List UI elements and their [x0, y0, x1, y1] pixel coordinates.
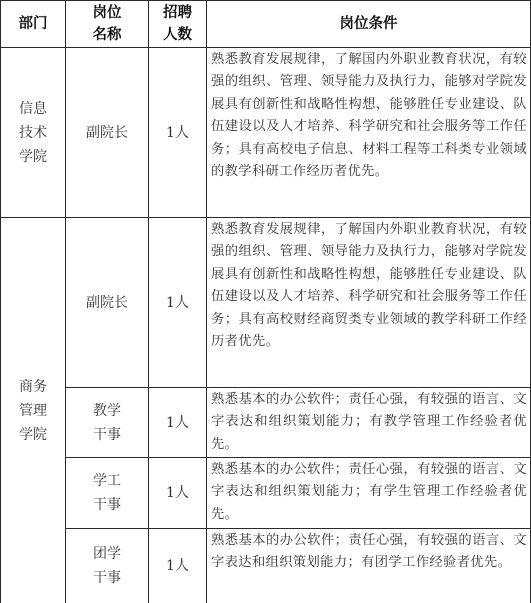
- department-name-line: 学院: [19, 426, 47, 443]
- department-name-line: 信息: [19, 100, 47, 117]
- header-conditions-text: 岗位条件: [339, 15, 398, 32]
- header-count-line: 招聘: [163, 4, 192, 21]
- header-conditions: [207, 1, 530, 47]
- position-name-line: 干事: [93, 570, 121, 586]
- recruit-count: 1人: [166, 124, 189, 141]
- row-5-count: [149, 529, 206, 603]
- row-2-conditions: 熟悉教育发展规律，了解国内外职业教育状况，有较强的组织、管理、领导能力及执行力，能够对学院发展具有创新性和战略性构想，能够胜任专业建设、队伍建设以及人才培养、科学研究和社会服务等工作任务；具有高校财经商贸类专业领域的教学科研工作经历者优先。: [211, 222, 527, 350]
- row-2-position: [66, 218, 148, 387]
- row-2-count: [149, 218, 206, 387]
- recruit-count: 1人: [166, 414, 189, 431]
- row-4-count: [149, 458, 206, 528]
- header-position: [66, 1, 148, 47]
- department-business: [1, 218, 65, 603]
- header-count-line: 人数: [163, 26, 192, 43]
- position-name-line: 学工: [93, 473, 121, 489]
- department-name-line: 商务: [19, 378, 47, 395]
- department-info-tech: [1, 48, 65, 217]
- row-5-position: [66, 529, 148, 603]
- header-department-text: 部门: [18, 15, 48, 32]
- position-name-line: 团学: [93, 546, 121, 562]
- position-name-line: 教学: [93, 402, 121, 419]
- position-name-line: 干事: [93, 426, 121, 443]
- row-1-count: [149, 48, 206, 217]
- row-1-position: [66, 48, 148, 217]
- row-3-conditions: 熟悉基本的办公软件；责任心强，有较强的语言、文字表达和组织策划能力；有教学管理工作经验者优先。: [211, 392, 527, 452]
- header-department: [1, 1, 65, 47]
- row-4-conditions: 熟悉基本的办公软件；责任心强，有较强的语言、文字表达和组织策划能力；有学生管理工作经验者优先。: [211, 462, 527, 522]
- header-position-line: 名称: [92, 26, 122, 43]
- header-count: [149, 1, 206, 47]
- recruit-count: 1人: [166, 485, 189, 501]
- department-name-line: 技术: [19, 124, 47, 141]
- recruit-count: 1人: [166, 294, 189, 311]
- row-1-conditions: 熟悉教育发展规律，了解国内外职业教育状况，有较强的组织、管理、领导能力及执行力，能够对学院发展具有创新性和战略性构想，能够胜任专业建设、队伍建设以及人才培养、科学研究和社会服务等工作任务；具有高校电子信息、材料工程等工科类专业领域的教学科研工作经历者优先。: [211, 52, 527, 180]
- recruit-count: 1人: [166, 558, 189, 574]
- row-3-count: [149, 388, 206, 457]
- header-position-line: 岗位: [92, 4, 122, 21]
- row-5-conditions: 熟悉基本的办公软件；责任心强，有较强的语言、文字表达和组织策划能力；有团学工作经验者优先。: [211, 533, 527, 571]
- position-name: 副院长: [86, 124, 128, 141]
- row-4-position: [66, 458, 148, 528]
- department-name-line: 学院: [19, 148, 47, 165]
- department-name-line: 管理: [19, 402, 47, 419]
- position-name-line: 干事: [93, 497, 121, 513]
- row-3-position: [66, 388, 148, 457]
- position-name: 副院长: [86, 294, 128, 311]
